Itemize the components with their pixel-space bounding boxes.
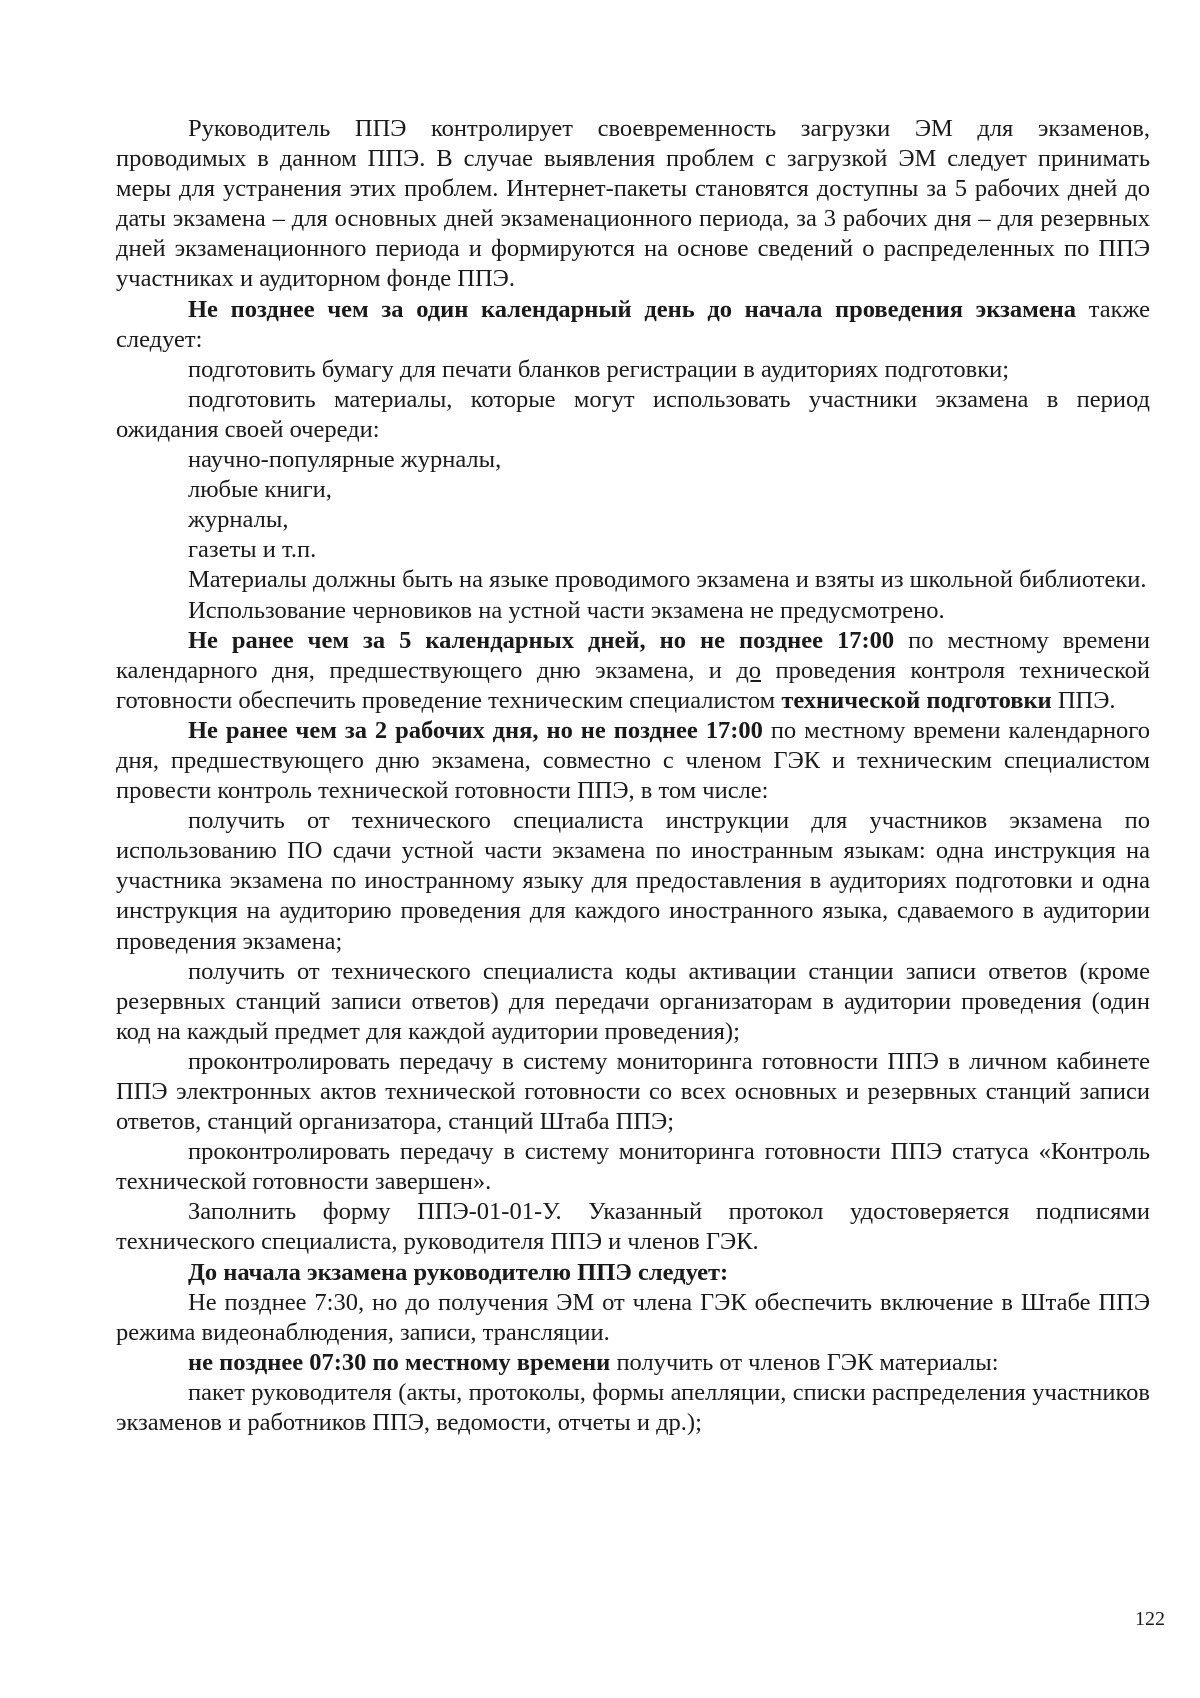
paragraph-receive-materials bbox=[116, 1348, 1150, 1378]
bold-deadline-text: Не позднее чем за один календарный день до начала проведения экзамена bbox=[188, 295, 1077, 323]
list-item-text: любые книги, bbox=[188, 476, 332, 504]
paragraph-text: подготовить бумагу для печати бланков регистрации в аудиториях подготовки; bbox=[188, 355, 1010, 383]
list-item-text: газеты и т.п. bbox=[188, 536, 317, 564]
paragraph-text: Руководитель ППЭ контролирует своевременность загрузки ЭМ для экзаменов, проводимых в данном ППЭ. В случае выявления проблем с загрузкой ЭМ следует принимать меры для устранения этих проблем. Интернет-пакеты становятся доступны за 5 рабочих дней до даты экзамена – для основных дней экзаменационного периода, за 3 рабочих дня – для резервных дней экзаменационного периода и формируются на основе сведений о распределенных по ППЭ участниках и аудиторном фонде ППЭ. bbox=[116, 115, 1150, 293]
paragraph-no-drafts bbox=[116, 596, 1150, 626]
paragraph-text: Использование черновиков на устной части экзамена не предусмотрено. bbox=[188, 596, 945, 624]
list-item-materials bbox=[116, 475, 1150, 505]
bold-deadline-text: Не ранее чем за 5 календарных дней, но не позднее 17:00 bbox=[188, 626, 895, 654]
paragraph-instructions bbox=[116, 806, 1150, 956]
paragraph-manager-package bbox=[116, 1378, 1150, 1438]
paragraph-text: получить от технического специалиста инструкции для участников экзамена по использованию ПО сдачи устной части экзамена по иностранным языкам: одна инструкция на участника экзамена по иностранному языку для предоставления в аудиториях подготовки и одна инструкция на аудиторию проведения для каждого иностранного языка, сдаваемого в аудитории проведения экзамена; bbox=[116, 807, 1150, 955]
paragraph-text: пакет руководителя (акты, протоколы, формы апелляции, списки распределения участников экзаменов и работников ППЭ, ведомости, отчеты и др.); bbox=[116, 1378, 1150, 1437]
paragraph-text: проведения контроля технической готовности обеспечить проведение техническим специалистом bbox=[116, 656, 1150, 714]
paragraph-text: Заполнить форму ППЭ-01-01-У. Указанный протокол удостоверяется подписями технического специалиста, руководителя ППЭ и членов ГЭК. bbox=[116, 1198, 1150, 1256]
paragraph-activation-codes bbox=[116, 957, 1150, 1047]
paragraph-text: по местному времени календарного дня, предшествующего дню экзамена, совместно с членом ГЭК и техническим специалистом провести контроль технической готовности ППЭ, в том числе: bbox=[116, 716, 1150, 805]
paragraph-text: Не позднее 7:30, но до получения ЭМ от члена ГЭК обеспечить включение в Штабе ППЭ режима видеонаблюдения, записи, трансляции. bbox=[116, 1288, 1150, 1346]
bold-deadline-text: Не ранее чем за 2 рабочих дня, но не позднее 17:00 bbox=[188, 716, 763, 744]
paragraph-before-exam-heading bbox=[116, 1258, 1150, 1288]
paragraph-video-surveillance bbox=[116, 1288, 1150, 1348]
page-number: 122 bbox=[1135, 1608, 1165, 1630]
paragraph-electronic-acts bbox=[116, 1047, 1150, 1137]
paragraph-text: ППЭ. bbox=[1051, 686, 1116, 714]
paragraph-form-ppe bbox=[116, 1197, 1150, 1257]
paragraph-text: также следует: bbox=[116, 295, 1150, 353]
paragraph-technical-readiness-control bbox=[116, 716, 1150, 806]
paragraph-one-day-before bbox=[116, 295, 1150, 355]
document-page bbox=[116, 114, 1150, 1438]
paragraph-prepare-paper bbox=[116, 355, 1150, 385]
bold-heading-text: До начала экзамена руководителю ППЭ следует: bbox=[188, 1258, 729, 1286]
list-item-materials bbox=[116, 445, 1150, 475]
paragraph-status-transfer bbox=[116, 1137, 1150, 1197]
paragraph-text: по местному времени календарного дня, предшествующего дню экзамена, и bbox=[116, 626, 1150, 684]
paragraph-text: получить от технического специалиста коды активации станции записи ответов (кроме резервных станций записи ответов) для передачи организаторам в аудитории проведения (один код на каждый предмет для каждой аудитории проведения); bbox=[116, 957, 1150, 1045]
list-item-text: научно-популярные журналы, bbox=[188, 446, 502, 474]
paragraph-materials-language bbox=[116, 565, 1150, 595]
paragraph-text: получить от членов ГЭК материалы: bbox=[610, 1348, 999, 1376]
paragraph-text: Материалы должны быть на языке проводимого экзамена и взяты из школьной библиотеки. bbox=[188, 566, 1147, 594]
bold-text: технической подготовки bbox=[781, 686, 1052, 714]
list-item-text: журналы, bbox=[188, 506, 289, 534]
underlined-text: до bbox=[736, 656, 762, 684]
paragraph-prepare-materials bbox=[116, 385, 1150, 445]
bold-deadline-text: не позднее 07:30 по местному времени bbox=[188, 1348, 611, 1376]
paragraph-text: проконтролировать передачу в систему мониторинга готовности ППЭ в личном кабинете ППЭ электронных актов технической готовности со всех основных и резервных станций записи ответов, станций организатора, станций Штаба ППЭ; bbox=[116, 1047, 1150, 1136]
paragraph-text: подготовить материалы, которые могут использовать участники экзамена в период ожидания своей очереди: bbox=[116, 385, 1150, 443]
paragraph-text: проконтролировать передачу в систему мониторинга готовности ППЭ статуса «Контроль технической готовности завершен». bbox=[116, 1138, 1150, 1196]
paragraph-em-loading bbox=[116, 114, 1150, 295]
list-item-materials bbox=[116, 535, 1150, 565]
paragraph-technical-preparation bbox=[116, 626, 1150, 716]
list-item-materials bbox=[116, 505, 1150, 535]
